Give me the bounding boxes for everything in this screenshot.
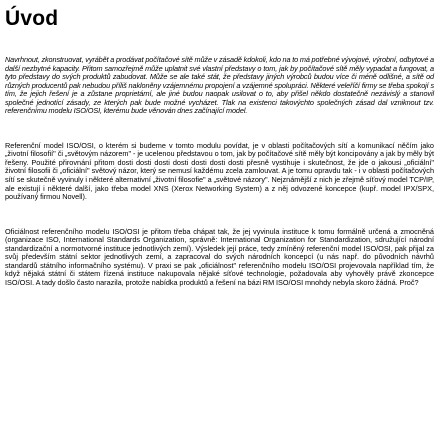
body-paragraph-officiality: Oficiálnost referenčního modelu ISO/OSI je přitom třeba chápat tak, že jej vyvinula instituce k tomu formálně určená a zmocněná (organizace ISO, International Standards Organization, správně: International Organization for Standardization, sdružující národní standardizační a normotvorné instituce jednotlivých zemí). Výsledek její práce, tedy zmíněný referenční model ISO/OSI, pak přijal za svůj především státní sektor jednotlivých zemí, a zapracoval do svých národních koncepcí (u nás např. do původních návrhů standardů státního informačního systému). V praxi se pak „oficiálnost" referenčního modelu ISO/OSI projevovala například tím, že když nějaká státní či státem řízená instituce nakupovala nějaké síťové technologie, požadovala aby vyhověly právě zkoncepce ISO/OSI. A tady došlo často narazila, protože nabídka produktů a řešení na bázi RM ISO/OSI mnohdy nebyla skoro žádná. Proč?: [5, 226, 434, 287]
body-paragraph-reference-model: Referenční model ISO/OSI, o kterém si budeme v tomto modulu povídat, je v oblasti počítačových sítí a komunikací něčím jako „životní filosofií" či „světovým názorem" - je ucelenou představou o tom, jak by počítačové sítě měly být koncipovány a jak by měly být řešeny. Použité přirovnání přitom dosti dosti dosti dosti dosti dosti dosti přesně vystihuje i skutečnost, že jde o jakousi „oficiální" životní filosofii či „oficiální" světový názor, který se nemusí každému zcela zamlouvat. A je tomu opravdu tak - i v oblasti počítačových sítí se skutečně vyvinuly i některé alternativní „životní filosofie" a „světové názory". Nejznámější z nich je zřejmě síťový model TCP/IP, ale existují i některé další, jako třeba model XNS (Xerox Networking System) a z něj odvozené koncepce (kupř. model IPX/SPX, používaný firmou Novell).: [5, 140, 434, 202]
page-title: Úvod: [5, 7, 59, 30]
intro-paragraph: Navrhnout, zkonstruovat, vyrábět a prodávat počítačové sítě může v zásadě kdokoli, kdo na to má potřebné vývojové, výrobní, odbytové a další nezbytné kapacity. Přitom samozřejmě může uplatnit své vlastní představy o tom, jak by počítačové sítě měly vypadat a fungovat, a tyto představy do svých produktů zabudovat. Může se ale také stát, že představy jiných výrobců budou více či méně odlišné, a sítě od různých producentů pak nebudou příliš nakloněny vzájemnému propojení a vzájemné spolupráci. Některé veleříčí firmy se třeba spokojí s tím, že jejich řešení je a zůstane proprietární, ale jiné budou naopak usilovat o to, aby přišel někdo dostatečně nezávislý a stanovil společné jednotící zásady, ze kterých pak bude možné vycházet. Tlak na existenci takovýchto společných zásad dal vzniknout tzv. referenčnímu modelu ISO/OSI, kterému bude věnován dnes začínající model.: [5, 55, 434, 116]
